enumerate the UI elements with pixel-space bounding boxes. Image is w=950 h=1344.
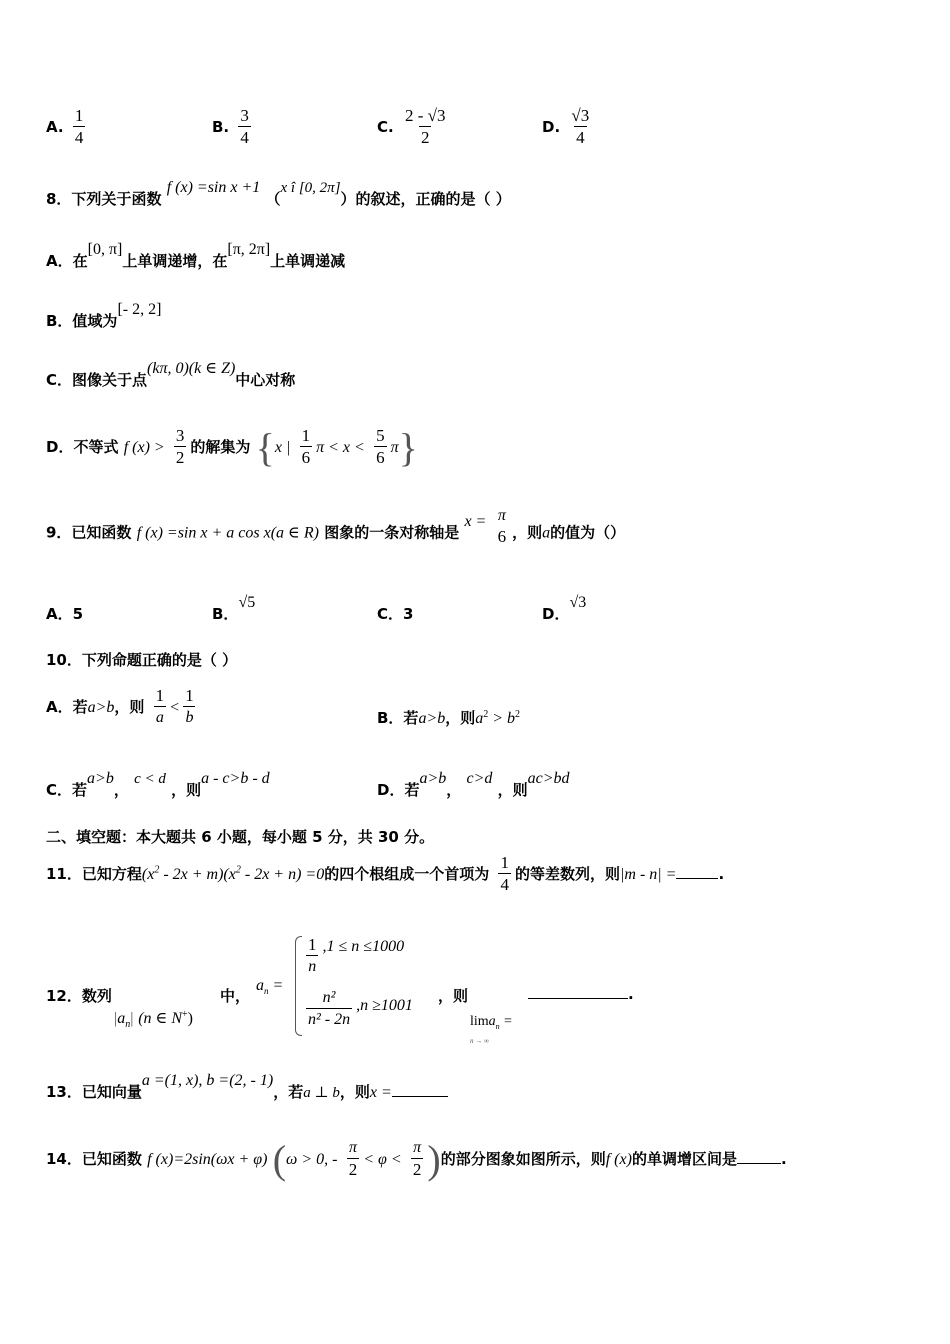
fraction: $\frac{1}{4}$ bbox=[74, 106, 84, 147]
function-expression: f (x)=2sin(ωx + φ) bbox=[147, 1151, 268, 1168]
q7-option-b bbox=[212, 106, 255, 149]
fraction: $\frac{√3}{4}$ bbox=[571, 106, 590, 147]
q12-case-1: $\frac{1}{n}$ ,1 ≤ n ≤1000 bbox=[302, 935, 404, 978]
fraction: $\frac{3}{2}$ bbox=[175, 426, 185, 467]
function-expression: f (x) =sin x + a cos x(a ∈ R) bbox=[136, 524, 319, 542]
q10-option-c: C．若a>b， c < d ，则a - c>b - d bbox=[46, 770, 270, 799]
option-label: A. bbox=[46, 118, 64, 136]
q12-then: ，则 bbox=[438, 987, 469, 1005]
fraction: $\frac{1}{n}$ bbox=[306, 935, 319, 978]
fraction: $\frac{\pi}{2}$ bbox=[348, 1139, 358, 1179]
option-label: B. bbox=[212, 118, 230, 136]
q7-option-a bbox=[46, 106, 89, 149]
set-brace-left: { bbox=[255, 425, 275, 470]
fraction: $\frac{1}{6}$ bbox=[301, 426, 311, 467]
fraction: $\frac{\pi}{2}$ bbox=[412, 1139, 422, 1179]
fraction: π 6 bbox=[497, 507, 507, 546]
q12-answer: . bbox=[528, 985, 634, 1003]
q10-stem: 10．下列命题正确的是（ ） bbox=[46, 651, 238, 669]
paren-left: ( bbox=[272, 1137, 287, 1182]
q9-stem: 9．已知函数 f (x) =sin x + a cos x(a ∈ R) 图象的一条对称轴是 x = π 6 ，则a的值为（） bbox=[46, 507, 626, 546]
answer-blank[interactable] bbox=[528, 998, 628, 999]
domain-expression: x î [0, 2π] bbox=[280, 180, 341, 196]
q8-option-d: D．不等式 f (x) > $\frac{3}{2}$ 的解集为 {x | $\frac{1}{6}$ π < x < $\frac{5}{6}$ π} bbox=[46, 425, 418, 470]
q12-stem: 12．数列 bbox=[46, 987, 112, 1005]
answer-blank[interactable] bbox=[737, 1163, 781, 1164]
q14-stem: 14．已知函数 f (x)=2sin(ωx + φ) (ω > 0, - $\frac{\pi}{2}$ < φ < $\frac{\pi}{2}$ )的部分图象如图所示，则f (x)的单调增区间是 . bbox=[46, 1137, 787, 1182]
q9-option-a: A．5 bbox=[46, 605, 84, 623]
fraction: $\frac{1}{b}$ bbox=[183, 686, 196, 729]
q12-middle: 中， bbox=[220, 987, 251, 1005]
answer-blank[interactable] bbox=[676, 878, 718, 879]
fraction: $\frac{2 - √3}{2}$ bbox=[404, 106, 446, 147]
answer-blank[interactable] bbox=[392, 1096, 448, 1097]
section-heading: 二、填空题：本大题共 6 小题，每小题 5 分，共 30 分。 bbox=[46, 828, 435, 846]
fraction: $\frac{1}{a}$ bbox=[154, 686, 167, 729]
q12-limit: lima$_n$ = n → ∞ bbox=[470, 1014, 513, 1045]
q7-option-d bbox=[542, 106, 595, 149]
paren-right: ) bbox=[427, 1137, 441, 1182]
q12-piecewise-lhs: $a_n$ = bbox=[256, 977, 284, 996]
q8-option-b: B．值域为[- 2, 2] bbox=[46, 301, 162, 330]
fraction: $\frac{3}{4}$ bbox=[240, 106, 249, 147]
fraction: $\frac{5}{6}$ bbox=[376, 426, 385, 467]
fraction: $\frac{1}{4}$ bbox=[500, 853, 509, 894]
q8-stem: 8．下列关于函数 f (x) =sin x +1 （x î [0, 2π]）的叙述，正确的是（ ） bbox=[46, 179, 511, 208]
q8-option-a: A．在[0, π]上单调递增，在[π, 2π]上单调递减 bbox=[46, 241, 346, 270]
set-brace-right: } bbox=[398, 425, 418, 470]
equation: $(x^2 - 2x + m)(x^2 - 2x + n) =0$ bbox=[141, 864, 325, 883]
q13-stem: 13．已知向量a =(1, x), b =(2, - 1)，若a ⊥ b，则x = bbox=[46, 1081, 448, 1102]
q10-option-b: B．若a>b，则$a^2 > b^2$ bbox=[377, 709, 521, 727]
fraction: $\frac{\text{n²}}{\text{n² - 2n}}$ bbox=[306, 988, 352, 1031]
option-label: D. bbox=[542, 118, 561, 136]
option-label: C. bbox=[377, 118, 394, 136]
vector-definition: a =(1, x), b =(2, - 1) bbox=[141, 1072, 274, 1089]
q9-option-d: D．√3 bbox=[542, 594, 587, 623]
q7-option-c bbox=[377, 106, 451, 149]
q9-option-c: C．3 bbox=[377, 605, 414, 623]
piecewise-brace bbox=[295, 936, 302, 1036]
q10-option-d: D．若a>b， c>d ，则ac>bd bbox=[377, 770, 570, 799]
q8-option-c: C．图像关于点(kπ, 0)(k ∈ Z)中心对称 bbox=[46, 360, 296, 389]
function-expression: f (x) =sin x +1 bbox=[166, 179, 261, 196]
q10-option-a: A．若a>b，则 $\frac{1}{a}$ < $\frac{1}{b}$ bbox=[46, 686, 200, 729]
q9-option-b: B．√5 bbox=[212, 594, 256, 623]
q12-case-2: $\frac{\text{n²}}{\text{n² - 2n}}$ ,n ≥1001 bbox=[302, 988, 413, 1031]
q11-stem: 11．已知方程$(x^2 - 2x + m)(x^2 - 2x + n) =0$的四个根组成一个首项为 $\frac{1}{4}$ 的等差数列，则|m - n| = . bbox=[46, 853, 725, 894]
q12-sequence-notation: $|a_n|$ (n ∈ N+) bbox=[114, 1009, 193, 1030]
